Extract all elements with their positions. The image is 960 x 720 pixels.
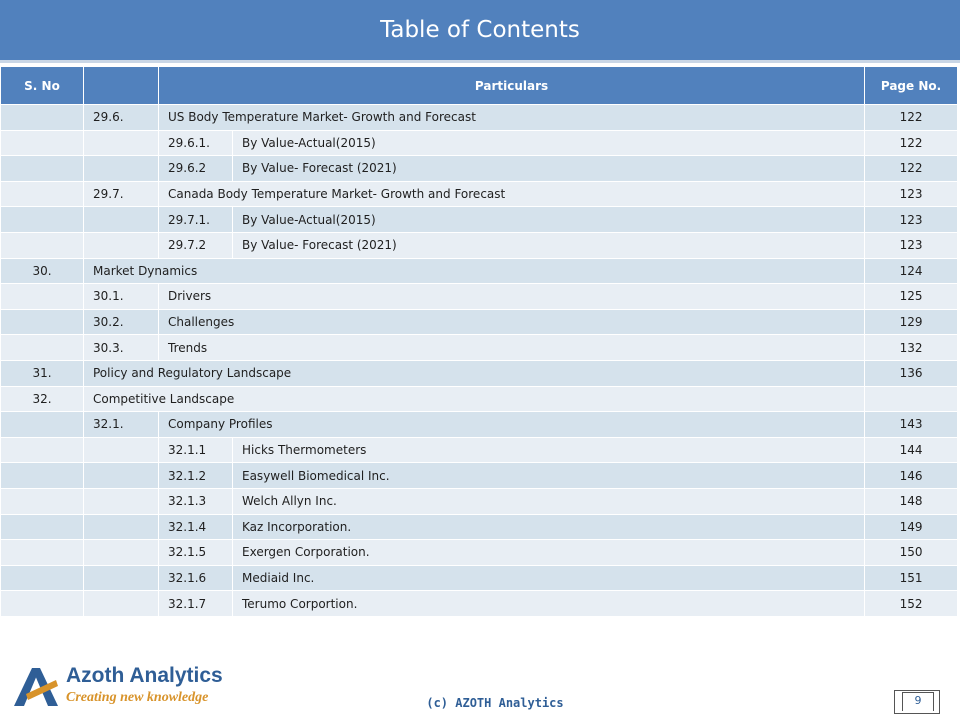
sno-cell: 32.: [1, 386, 84, 412]
sno-cell: [1, 565, 84, 591]
particulars-cell: By Value-Actual(2015): [233, 207, 865, 233]
sno-cell: [1, 514, 84, 540]
particulars-cell: Canada Body Temperature Market- Growth and Forecast: [159, 181, 865, 207]
page-number-cell: 149: [865, 514, 958, 540]
section-number-cell: 29.7.: [84, 181, 159, 207]
page-number-cell: 143: [865, 412, 958, 438]
table-row: [1, 309, 958, 335]
page-number-cell: 132: [865, 335, 958, 361]
page-number-cell: 136: [865, 360, 958, 386]
subsection-number-cell: 32.1.4: [159, 514, 233, 540]
sno-cell: [1, 232, 84, 258]
sno-cell: [1, 130, 84, 156]
sno-cell: [1, 488, 84, 514]
azoth-logo-icon: [12, 664, 64, 710]
subsection-number-cell: 32.1.7: [159, 591, 233, 617]
subsection-number-cell: 29.6.1.: [159, 130, 233, 156]
table-row: [1, 130, 958, 156]
company-logo: [12, 664, 252, 712]
section-number-cell: 29.6.: [84, 105, 159, 131]
page-number-cell: 123: [865, 207, 958, 233]
particulars-cell: Hicks Thermometers: [233, 437, 865, 463]
table-row: [1, 335, 958, 361]
subsection-number-cell: 32.1.2: [159, 463, 233, 489]
logo-tagline: Creating new knowledge: [66, 690, 209, 705]
particulars-cell: US Body Temperature Market- Growth and Forecast: [159, 105, 865, 131]
table-row: [1, 386, 958, 412]
subsection-number-cell: 29.7.2: [159, 232, 233, 258]
header-particulars: Particulars: [159, 67, 865, 105]
table-row: [1, 105, 958, 131]
particulars-cell: Easywell Biomedical Inc.: [233, 463, 865, 489]
table-row: [1, 540, 958, 566]
subsection-number-cell: 29.7.1.: [159, 207, 233, 233]
table-row: [1, 591, 958, 617]
page-title: Table of Contents: [380, 17, 580, 43]
page-number-cell: 144: [865, 437, 958, 463]
table-row: [1, 232, 958, 258]
particulars-cell: Trends: [159, 335, 865, 361]
page-number: 9: [902, 692, 934, 711]
page-number-cell: 152: [865, 591, 958, 617]
table-row: [1, 284, 958, 310]
page-number-cell: 151: [865, 565, 958, 591]
section-number-cell: 30.1.: [84, 284, 159, 310]
table-row: [1, 258, 958, 284]
subsection-number-cell: 32.1.5: [159, 540, 233, 566]
sno-cell: 30.: [1, 258, 84, 284]
particulars-cell: Welch Allyn Inc.: [233, 488, 865, 514]
particulars-cell: Challenges: [159, 309, 865, 335]
blank-cell: [84, 540, 159, 566]
table-row: [1, 360, 958, 386]
table-row: [1, 412, 958, 438]
particulars-cell: By Value-Actual(2015): [233, 130, 865, 156]
blank-cell: [84, 437, 159, 463]
sno-cell: [1, 156, 84, 182]
blank-cell: [84, 565, 159, 591]
page-number-cell: 123: [865, 232, 958, 258]
page-number-cell: 122: [865, 156, 958, 182]
page-number-cell: 150: [865, 540, 958, 566]
sno-cell: [1, 284, 84, 310]
page-number-cell: [865, 386, 958, 412]
particulars-cell: Kaz Incorporation.: [233, 514, 865, 540]
page-title-bar: [0, 0, 960, 60]
sno-cell: [1, 437, 84, 463]
table-row: [1, 514, 958, 540]
toc-table: [0, 66, 958, 617]
particulars-cell: Exergen Corporation.: [233, 540, 865, 566]
page-number-cell: 123: [865, 181, 958, 207]
section-number-cell: 30.3.: [84, 335, 159, 361]
subsection-number-cell: 32.1.1: [159, 437, 233, 463]
sno-cell: [1, 207, 84, 233]
particulars-cell: Policy and Regulatory Landscape: [84, 360, 865, 386]
table-row: [1, 437, 958, 463]
subsection-number-cell: 32.1.6: [159, 565, 233, 591]
header-page-no: Page No.: [865, 67, 958, 105]
sno-cell: [1, 335, 84, 361]
page-number-cell: 129: [865, 309, 958, 335]
logo-name: Azoth Analytics: [66, 664, 223, 687]
sno-cell: 31.: [1, 360, 84, 386]
table-row: [1, 207, 958, 233]
blank-cell: [84, 488, 159, 514]
section-number-cell: 32.1.: [84, 412, 159, 438]
table-row: [1, 156, 958, 182]
blank-cell: [84, 207, 159, 233]
sno-cell: [1, 412, 84, 438]
particulars-cell: Market Dynamics: [84, 258, 865, 284]
page-number-cell: 148: [865, 488, 958, 514]
header-sno: S. No: [1, 67, 84, 105]
blank-cell: [84, 591, 159, 617]
particulars-cell: Mediaid Inc.: [233, 565, 865, 591]
toc-body: [1, 105, 958, 617]
toc-header-row: [1, 67, 958, 105]
sno-cell: [1, 309, 84, 335]
particulars-cell: Company Profiles: [159, 412, 865, 438]
section-number-cell: 30.2.: [84, 309, 159, 335]
sno-cell: [1, 105, 84, 131]
table-row: [1, 463, 958, 489]
page-number-cell: 122: [865, 130, 958, 156]
page-number-cell: 122: [865, 105, 958, 131]
sno-cell: [1, 540, 84, 566]
copyright-text: (c) AZOTH Analytics: [426, 696, 564, 710]
particulars-cell: Competitive Landscape: [84, 386, 865, 412]
header-blank: [84, 67, 159, 105]
sno-cell: [1, 591, 84, 617]
blank-cell: [84, 514, 159, 540]
particulars-cell: Drivers: [159, 284, 865, 310]
blank-cell: [84, 232, 159, 258]
blank-cell: [84, 463, 159, 489]
table-row: [1, 488, 958, 514]
blank-cell: [84, 130, 159, 156]
particulars-cell: By Value- Forecast (2021): [233, 232, 865, 258]
page-number-cell: 146: [865, 463, 958, 489]
subsection-number-cell: 32.1.3: [159, 488, 233, 514]
table-row: [1, 181, 958, 207]
subsection-number-cell: 29.6.2: [159, 156, 233, 182]
particulars-cell: By Value- Forecast (2021): [233, 156, 865, 182]
page-number-cell: 124: [865, 258, 958, 284]
sno-cell: [1, 463, 84, 489]
title-divider: [0, 60, 960, 63]
sno-cell: [1, 181, 84, 207]
table-row: [1, 565, 958, 591]
blank-cell: [84, 156, 159, 182]
page-number-cell: 125: [865, 284, 958, 310]
page-number-box: [894, 690, 940, 714]
particulars-cell: Terumo Corportion.: [233, 591, 865, 617]
